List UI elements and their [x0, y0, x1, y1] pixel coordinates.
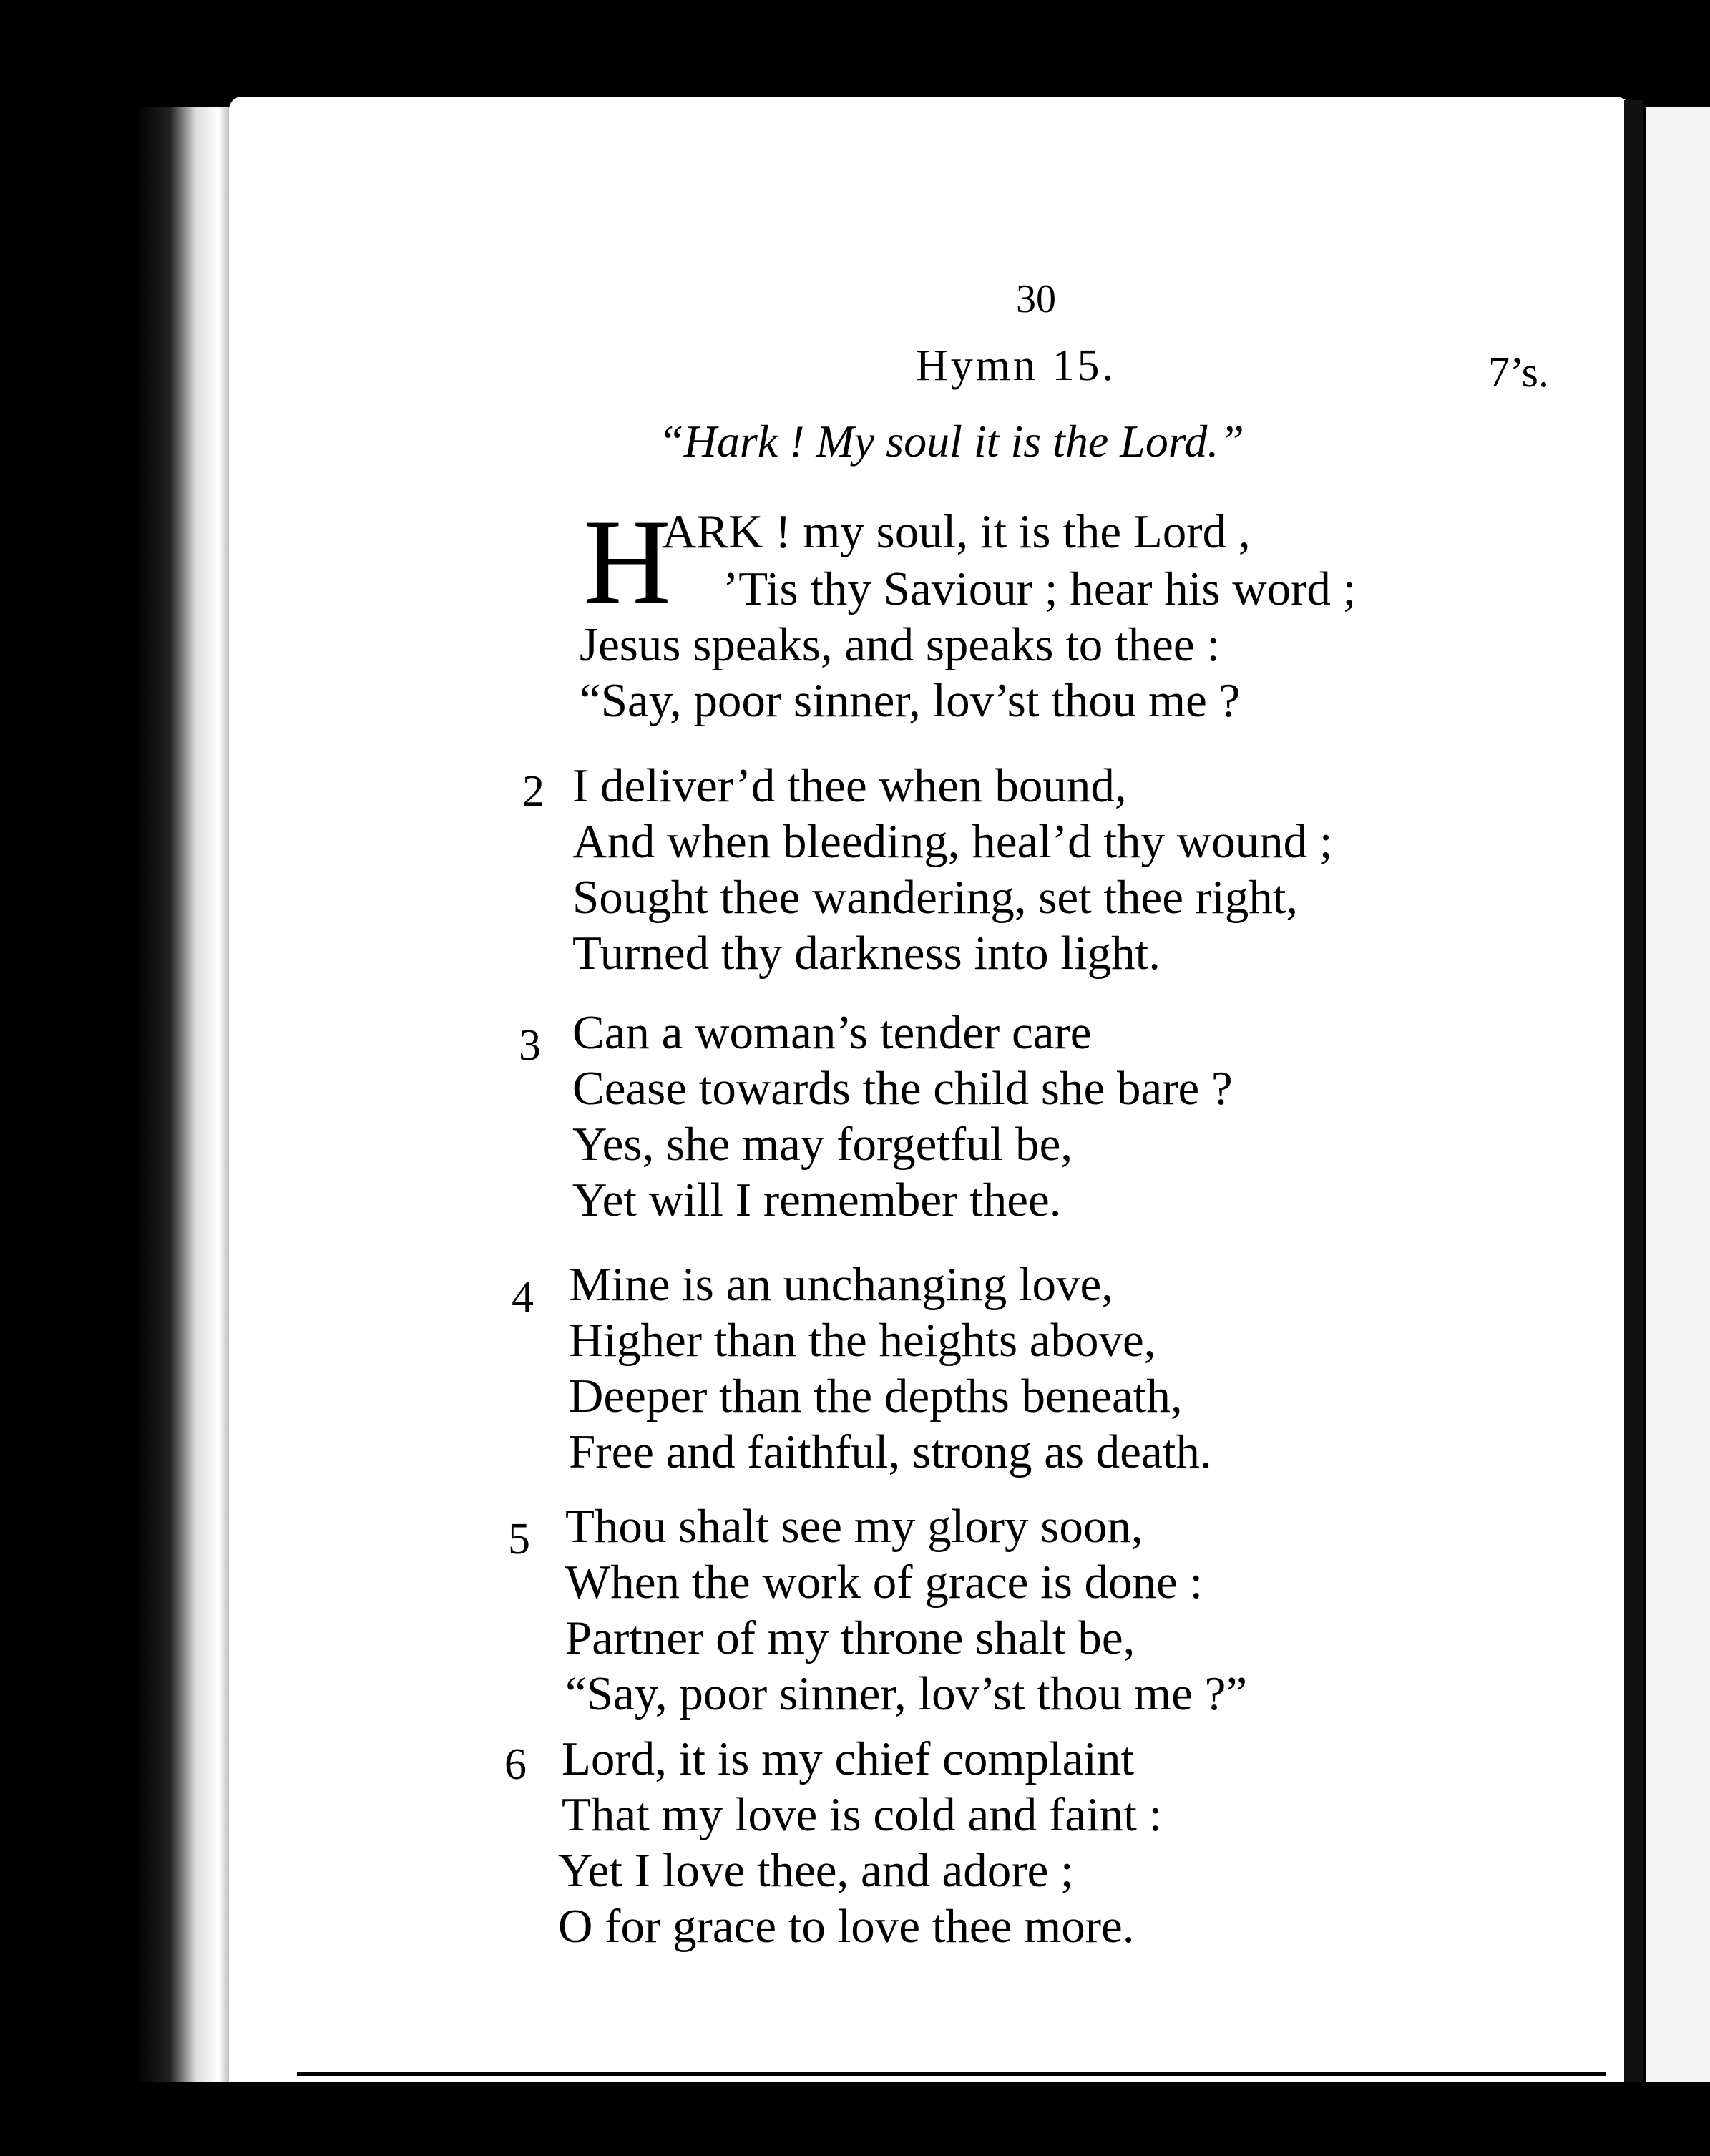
- verse-3-number: 3: [519, 1021, 541, 1070]
- drop-cap: H: [583, 494, 671, 629]
- verse-3-line-2: Cease towards the child she bare ?: [572, 1062, 1233, 1115]
- verse-1-line-3: Jesus speaks, and speaks to thee :: [580, 618, 1221, 671]
- verse-1-line-1: ARK ! my soul, it is the Lord ,: [662, 505, 1251, 558]
- hymn-subtitle: “Hark ! My soul it is the Lord.”: [658, 416, 1244, 467]
- verse-2-line-1: I deliver’d thee when bound,: [572, 759, 1127, 812]
- verse-4-line-1: Mine is an unchanging love,: [569, 1258, 1114, 1311]
- verse-6-number: 6: [504, 1740, 527, 1789]
- verse-4-line-3: Deeper than the depths beneath,: [569, 1370, 1183, 1423]
- verse-6-line-4: O for grace to love thee more.: [558, 1900, 1135, 1953]
- verse-4-line-2: Higher than the heights above,: [569, 1314, 1156, 1367]
- verse-2-line-2: And when bleeding, heal’d thy wound ;: [572, 815, 1333, 868]
- page-bottom-edge: [297, 2072, 1606, 2076]
- verse-5-number: 5: [508, 1515, 530, 1564]
- verse-3-line-4: Yet will I remember thee.: [572, 1174, 1062, 1226]
- verse-6-line-2: That my love is cold and faint :: [562, 1788, 1163, 1841]
- verse-3-line-1: Can a woman’s tender care: [572, 1006, 1092, 1059]
- page-edge-shadow: [1624, 100, 1643, 2082]
- verse-5-line-3: Partner of my throne shalt be,: [565, 1611, 1135, 1664]
- hymn-meter: 7’s.: [1488, 348, 1550, 396]
- verse-2-line-4: Turned thy darkness into light.: [572, 927, 1161, 980]
- verse-5-line-1: Thou shalt see my glory soon,: [565, 1500, 1143, 1553]
- verse-3-line-3: Yes, she may forgetful be,: [572, 1118, 1073, 1171]
- verse-1-line-2: ’Tis thy Saviour ; hear his word ;: [723, 562, 1357, 615]
- verse-5-line-4: “Say, poor sinner, lov’st thou me ?”: [565, 1667, 1248, 1720]
- facing-page-strip: [1646, 107, 1710, 2082]
- verse-4-number: 4: [512, 1273, 534, 1322]
- verse-6-line-3: Yet I love thee, and adore ;: [558, 1844, 1074, 1897]
- verse-5-line-2: When the work of grace is done :: [565, 1556, 1203, 1609]
- verse-6-line-1: Lord, it is my chief complaint: [562, 1732, 1135, 1785]
- verse-4-line-4: Free and faithful, strong as death.: [569, 1425, 1212, 1478]
- verse-1-line-4: “Say, poor sinner, lov’st thou me ?: [580, 674, 1241, 727]
- hymn-title: Hymn 15.: [916, 341, 1116, 390]
- page-number: 30: [1016, 277, 1056, 321]
- verse-2-number: 2: [522, 767, 544, 816]
- verse-2-line-3: Sought thee wandering, set thee right,: [572, 871, 1299, 924]
